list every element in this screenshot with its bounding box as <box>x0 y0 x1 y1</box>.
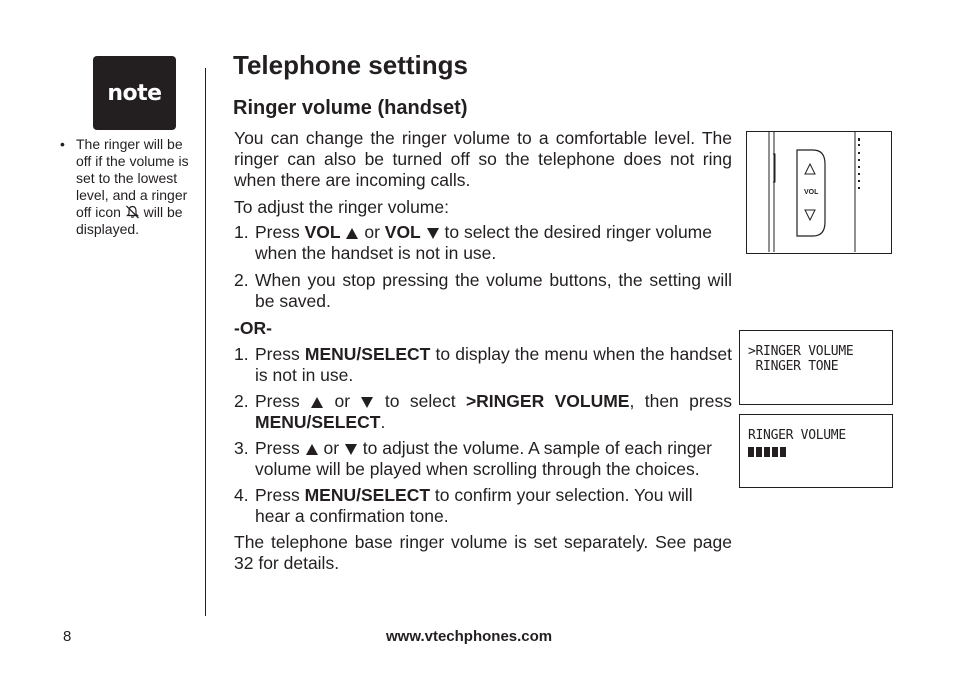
menu-step-4 <box>255 485 732 527</box>
step-text: to select <box>374 391 466 411</box>
page-title: Telephone settings <box>233 50 468 80</box>
footer-url: www.vtechphones.com <box>386 628 553 645</box>
step-text: Press <box>255 438 305 458</box>
menu-select-label: MENU/SELECT <box>304 485 431 505</box>
intro-paragraph: You can change the ringer volume to a comfortable level. The ringer can also be turned off so the telephone does not ring when there are incoming calls. <box>234 128 732 190</box>
step-number: 1. <box>234 222 249 242</box>
step-text: to display the menu when the handset is not in use. <box>255 344 732 385</box>
vol-key-label: VOL <box>384 222 421 242</box>
menu-step-2 <box>255 391 732 433</box>
menu-select-label: MENU/SELECT <box>304 344 431 364</box>
lcd-line: RINGER TONE <box>748 359 839 374</box>
up-arrow-icon <box>311 397 323 408</box>
volume-bar <box>748 447 754 457</box>
or-label: -OR- <box>234 318 272 338</box>
down-arrow-icon <box>345 444 357 455</box>
step-text: , then press <box>629 391 732 411</box>
note-text-end: will be displayed. <box>76 204 183 237</box>
base-ringer-note: The telephone base ringer volume is set separately. See page 32 for details. <box>234 532 732 573</box>
step-number: 2. <box>234 270 249 290</box>
step-number: 2. <box>234 391 249 411</box>
vol-step-1 <box>255 222 732 264</box>
section-title: Ringer volume (handset) <box>233 97 468 119</box>
menu-step-3 <box>255 438 732 480</box>
step-text: to select the desired ringer volume when the handset is not in use. <box>255 222 712 263</box>
column-divider <box>205 68 206 616</box>
up-arrow-icon <box>346 228 358 239</box>
note-label: note <box>107 80 162 106</box>
sidebar-note-text <box>76 136 192 238</box>
up-arrow-icon <box>306 444 318 455</box>
note-bullet: • <box>60 136 65 152</box>
lcd-line: >RINGER VOLUME <box>748 344 854 359</box>
menu-step-1 <box>255 344 732 386</box>
page-number: 8 <box>63 628 72 645</box>
step-text: Press <box>255 485 305 505</box>
lcd-volume-screen <box>739 414 893 488</box>
step-number: 1. <box>234 344 249 364</box>
handset-volume-illustration <box>746 131 892 254</box>
down-arrow-icon <box>427 228 439 239</box>
ringer-volume-label: >RINGER VOLUME <box>465 391 630 411</box>
lcd-line: RINGER VOLUME <box>748 428 846 443</box>
vol-step-2: When you stop pressing the volume buttons, the setting will be saved. <box>255 270 732 311</box>
adjust-label: To adjust the ringer volume: <box>234 197 449 217</box>
step-text: Press <box>255 344 305 364</box>
volume-bar <box>756 447 762 457</box>
step-text: or <box>324 391 361 411</box>
volume-bar <box>764 447 770 457</box>
volume-level-bars <box>748 447 786 457</box>
step-number: 4. <box>234 485 249 505</box>
menu-select-label: MENU/SELECT <box>255 412 381 432</box>
down-arrow-icon <box>361 397 373 408</box>
step-text: Press <box>255 222 305 242</box>
vol-button-label: VOL <box>804 189 819 196</box>
step-text: Press <box>255 391 311 411</box>
step-text: . <box>380 412 386 432</box>
step-text: or <box>318 438 344 458</box>
lcd-menu-screen <box>739 330 893 405</box>
step-text: or <box>359 222 385 242</box>
volume-bar <box>780 447 786 457</box>
handset-side-drawing <box>747 132 890 252</box>
vol-key-label: VOL <box>304 222 341 242</box>
volume-bar <box>772 447 778 457</box>
ringer-off-icon <box>125 205 140 219</box>
note-text-start: The ringer will be off if the volume is set to the lowest level, and a ringer off icon <box>76 136 189 220</box>
step-number: 3. <box>234 438 249 458</box>
note-badge <box>93 56 176 130</box>
step-text: to adjust the volume. A sample of each ringer volume will be played when scrolling through the choices. <box>255 438 712 479</box>
step-text: to confirm your selection. You will hear a confirmation tone. <box>255 485 693 526</box>
